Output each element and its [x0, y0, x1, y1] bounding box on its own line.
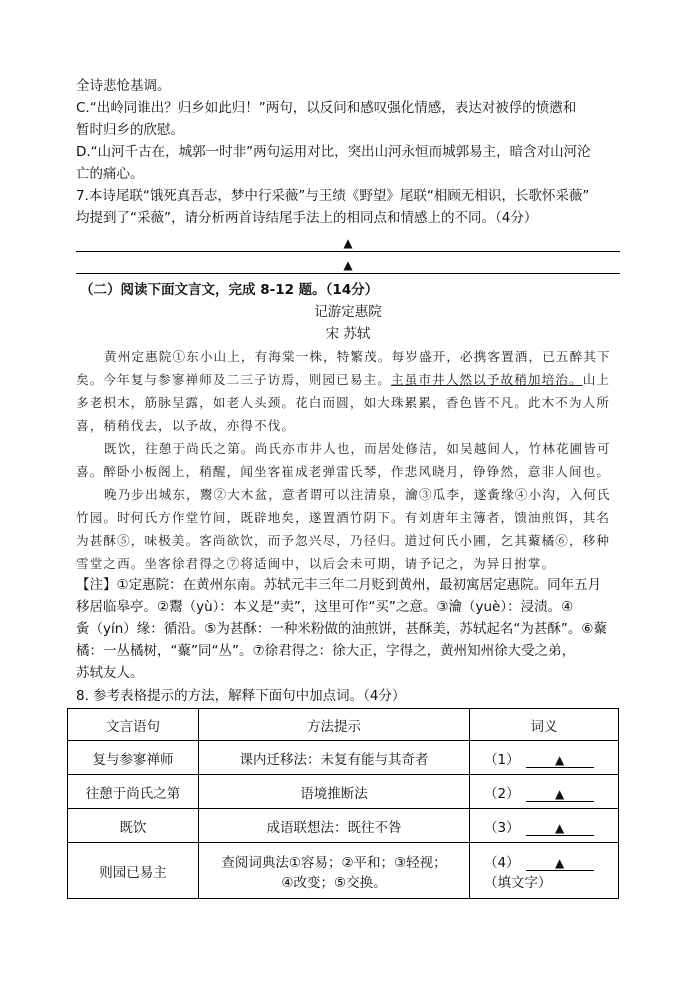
passage-line [76, 370, 610, 390]
passage-line: 多老枳木，筋脉呈露，如老人头颈。花白而圆，如大珠累累，香色皆不凡。此木不为人所 [76, 395, 611, 410]
q7-line1: 7.本诗尾联“饿死真吾志，梦中行采薇”与王绩《野望》尾联“相顾无相识，长歌怀采薇” [76, 188, 590, 204]
answer-cell[interactable] [470, 843, 619, 899]
passage-line: 喜。醉卧小板阁上，稍醒，闻坐客崔成老弹雷氏琴，作悲风晓月，铮铮然，意非人间也。 [76, 464, 611, 479]
answer-number: （3） [484, 819, 520, 836]
vocab-table [67, 708, 619, 899]
sentence-cell: 则园已易主 [68, 843, 199, 899]
option-c-line1: C.“出岭同谁出？归乡如此归！”两句，以反问和感叹强化情感，表达对被俘的愤懑和 [76, 100, 577, 116]
underlined-sentence: 主虽市井人然以予故稍加培治。 [390, 372, 583, 387]
answer-number: （4） [484, 854, 520, 871]
section-title: （二）阅读下面文言文，完成 8-12 题。（14分） [80, 282, 379, 298]
answer-blank[interactable]: ▲ [526, 821, 594, 836]
table-row [68, 809, 619, 843]
table-header: 词义 [470, 709, 619, 741]
method-text: 查阅词典法①容易；②平和；③轻视； [221, 854, 447, 871]
table-row [68, 741, 619, 775]
table-header-row [68, 709, 619, 741]
answer-cell[interactable] [470, 809, 619, 843]
option-d-line1: D.“山河千古在，城郭一时非”两句运用对比，突出山河永恒而城郭易主，暗含对山河沦 [76, 144, 591, 160]
method-cell: 语境推断法 [199, 775, 470, 809]
answer-rule [76, 273, 620, 274]
answer-hint: （填文字） [484, 874, 552, 891]
method-cell [199, 843, 470, 899]
passage-line: 雪堂之西。坐客徐君得之⑦将适闽中，以后会未可期，请予记之，为异日拊掌。 [76, 556, 556, 571]
method-cell: 课内迁移法：未复有能与其奇者 [199, 741, 470, 775]
passage-line: 喜，稍稍伐去，以予故，亦得不伐。 [76, 418, 296, 433]
table-row [68, 843, 619, 899]
q7-line2: 均提到了“采薇”，请分析两首诗结尾手法上的相同点和情感上的不同。（4分） [76, 210, 538, 226]
method-cell: 成语联想法：既往不咎 [199, 809, 470, 843]
table-row [68, 775, 619, 809]
passage-line: 为甚酥⑤，味极美。客尚欲饮，而予忽兴尽，乃径归。道过何氏小圃，乞其藂橘⑥，移种 [76, 533, 611, 548]
note-line: 夤（yín）缘：循沿。⑤为甚酥：一种米粉做的油煎饼，甚酥美，苏轼起名“为甚酥”。⑥藂 [76, 621, 607, 637]
q6-tail: 全诗悲怆基调。 [76, 78, 171, 94]
answer-mark: ▲ [343, 258, 353, 272]
passage-line: 黄州定惠院①东小山上，有海棠一株，特繁茂。每岁盛开，必携客置酒，已五醉其下 [104, 349, 611, 364]
essay-title: 记游定惠院 [314, 304, 382, 320]
sentence-cell: 往憩于尚氏之第 [68, 775, 199, 809]
passage-line: 既饮，往憩于尚氏之第。尚氏亦市井人也，而居处修洁，如吴越间人，竹林花圃皆可 [104, 441, 611, 456]
answer-blank[interactable]: ▲ [526, 753, 594, 768]
passage-text: 矣。今年复与参寥禅师及二三子访焉，则园已易主。 [76, 372, 391, 387]
option-d-line2: 亡的痛心。 [76, 166, 144, 182]
answer-number: （1） [484, 751, 520, 768]
note-line: 橘：一丛橘树，“藂”同“丛”。⑦徐君得之：徐大正，字得之，黄州知州徐大受之弟， [76, 643, 576, 659]
essay-author: 宋 苏轼 [325, 326, 371, 342]
passage-text: 山上 [582, 372, 611, 387]
note-line: 移居临皋亭。②鬻（yù）：本义是“卖”，这里可作“买”之意。③瀹（yuè）：浸渍。④ [76, 599, 574, 615]
table-header: 方法提示 [199, 709, 470, 741]
passage-line: 晚乃步出城东，鬻②大木盆，意者谓可以注清泉，瀹③瓜李，遂夤缘④小沟，入何氏 [104, 487, 611, 502]
answer-cell[interactable] [470, 775, 619, 809]
table-header: 文言语句 [68, 709, 199, 741]
passage-line: 竹园。时何氏方作堂竹间，既辟地矣，遂置酒竹阴下。有刘唐年主簿者，馈油煎饵，其名 [76, 510, 611, 525]
method-text: ④改变；⑤交换。 [281, 874, 387, 891]
answer-mark: ▲ [343, 236, 353, 250]
answer-number: （2） [484, 785, 520, 802]
note-line: 【注】①定惠院：在黄州东南。苏轼元丰三年二月贬到黄州，最初寓居定惠院。同年五月 [76, 577, 602, 593]
note-line: 苏轼友人。 [76, 665, 144, 681]
q8-prompt: 8. 参考表格提示的方法，解释下面句中加点词。（4分） [76, 688, 406, 704]
sentence-cell: 复与参寥禅师 [68, 741, 199, 775]
answer-rule [76, 251, 620, 252]
answer-blank[interactable]: ▲ [526, 856, 594, 871]
answer-blank[interactable]: ▲ [526, 787, 594, 802]
sentence-cell: 既饮 [68, 809, 199, 843]
option-c-line2: 暂时归乡的欣慰。 [76, 122, 184, 138]
answer-cell[interactable] [470, 741, 619, 775]
